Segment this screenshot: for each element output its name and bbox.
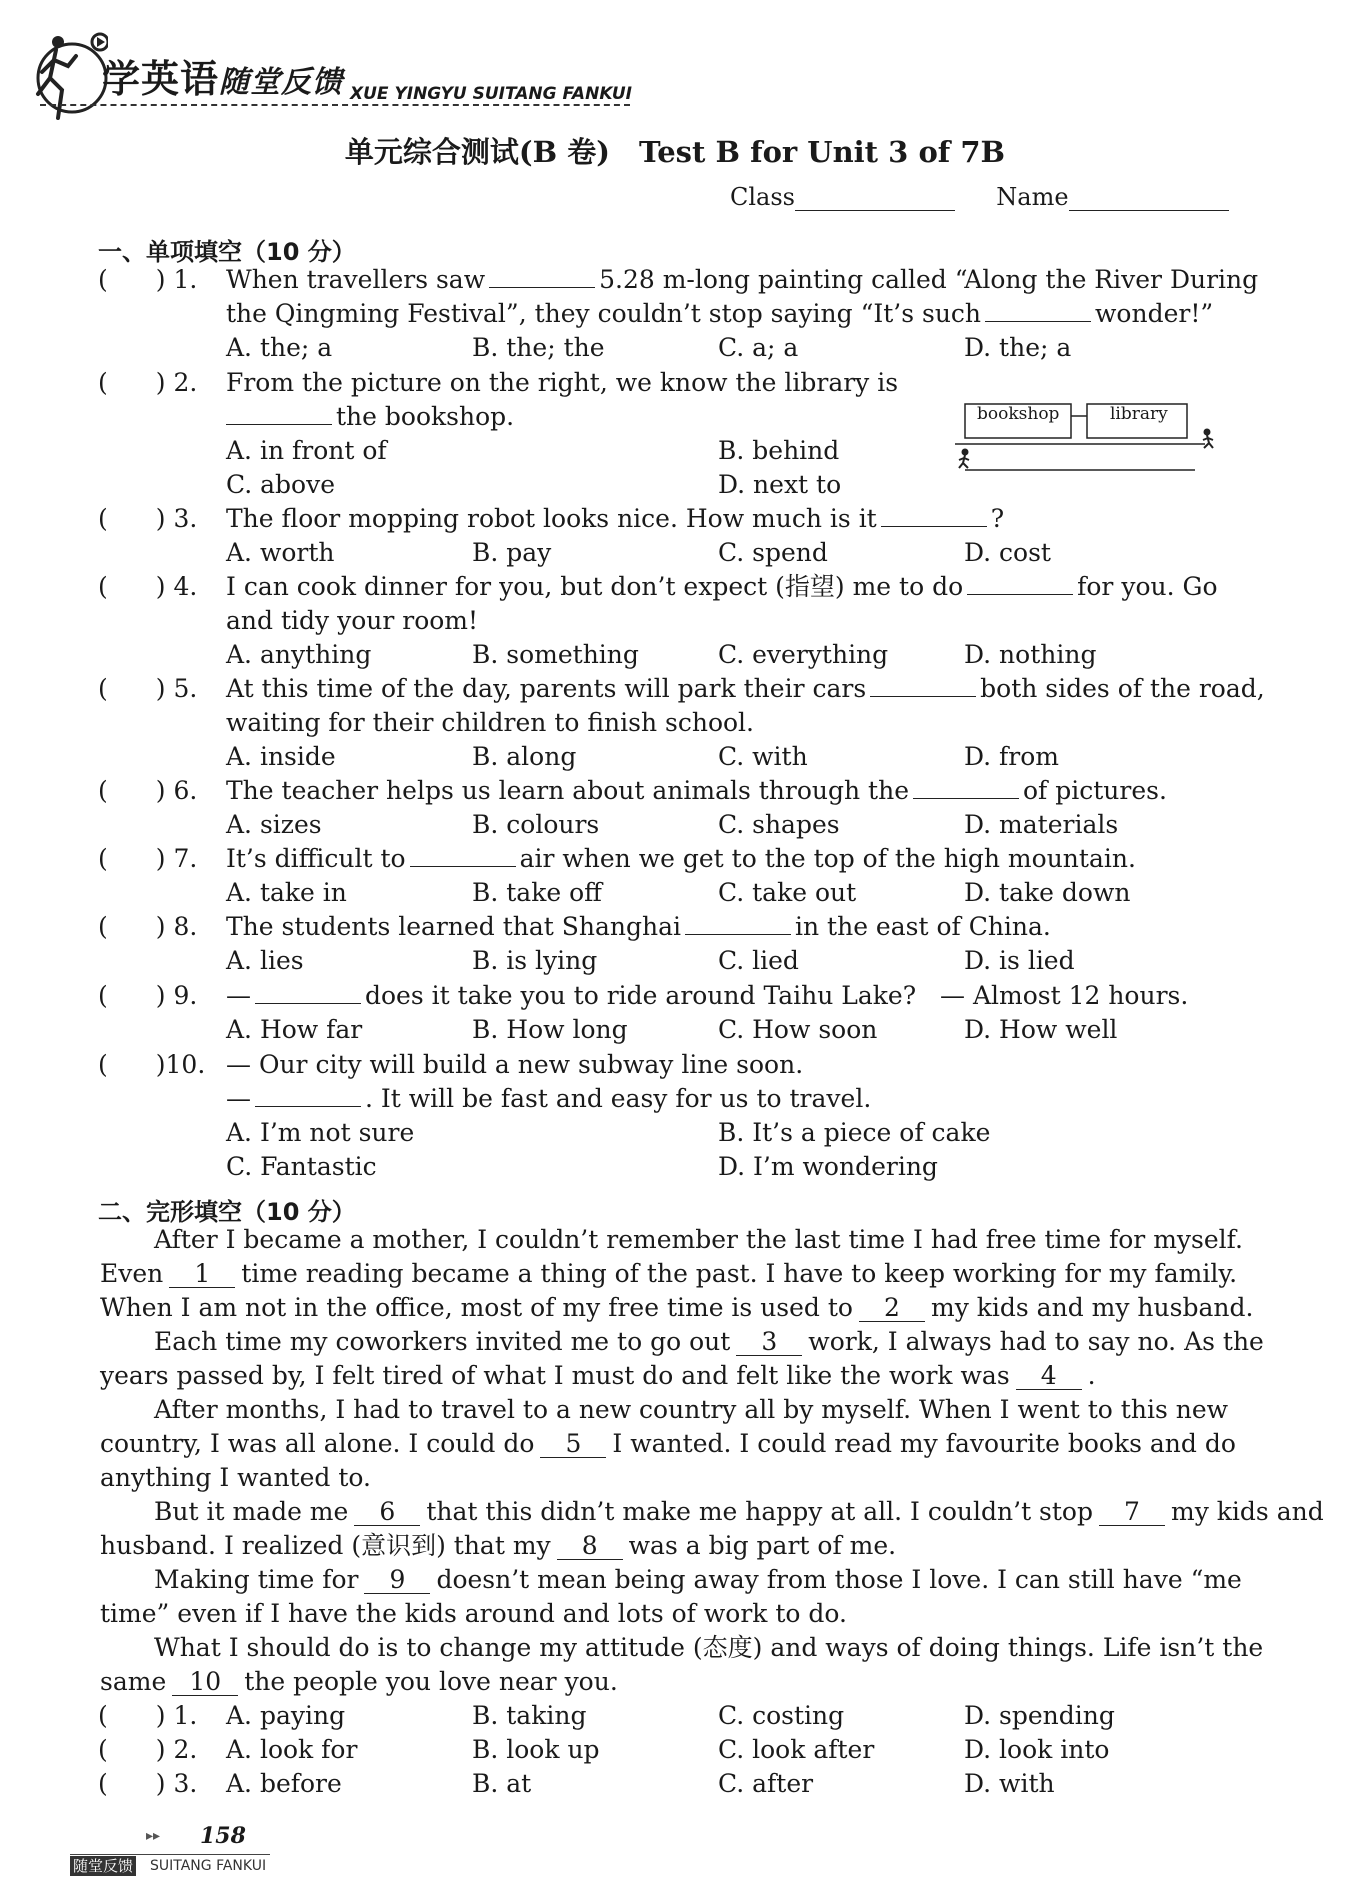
question-text: waiting for their children to finish school. — [226, 708, 754, 737]
option: D. is lied — [964, 946, 1075, 975]
option: A. take in — [226, 878, 347, 907]
option: B. It’s a piece of cake — [718, 1118, 991, 1147]
option: D. take down — [964, 878, 1131, 907]
option: B. is lying — [472, 946, 598, 975]
option: A. paying — [226, 1701, 346, 1730]
question-text: When travellers saw 5.28 m-long painting called “Along the River During — [226, 265, 1259, 294]
passage-line: When I am not in the office, most of my free time is used to 2 my kids and my husband. — [100, 1293, 1254, 1322]
logo-runner-icon — [28, 28, 108, 132]
option: B. along — [472, 742, 577, 771]
option: A. inside — [226, 742, 336, 771]
bookshop-label: bookshop — [977, 404, 1060, 424]
option: A. anything — [226, 640, 372, 669]
passage-line: Even 1 time reading became a thing of the past. I have to keep working for my family. — [100, 1259, 1238, 1288]
option: C. a; a — [718, 333, 799, 362]
passage-line: Making time for 9 doesn’t mean being away from those I love. I can still have “me — [154, 1565, 1242, 1594]
option: C. spend — [718, 538, 828, 567]
option: B. look up — [472, 1735, 600, 1764]
question-text: — does it take you to ride around Taihu Lake? — [226, 981, 917, 1010]
question-text: the Qingming Festival”, they couldn’t stop saying “It’s such wonder!” — [226, 299, 1214, 328]
answer-bracket[interactable]: ( ) 5. — [98, 674, 198, 703]
option: D. the; a — [964, 333, 1072, 362]
header-divider — [40, 104, 630, 106]
option: B. How long — [472, 1015, 628, 1044]
option: B. colours — [472, 810, 600, 839]
answer-blank — [967, 572, 1073, 595]
answer-blank — [489, 265, 595, 288]
question-text: It’s difficult to air when we get to the top of the high mountain. — [226, 844, 1136, 873]
double-arrow-icon: ▸▸ — [146, 1828, 161, 1844]
logo-title: 学英语随堂反馈 — [102, 57, 344, 101]
option: D. next to — [718, 470, 842, 499]
passage-line: years passed by, I felt tired of what I must do and felt like the work was 4 . — [100, 1361, 1096, 1390]
logo-pinyin: XUE YINGYU SUITANG FANKUI — [350, 84, 633, 104]
question-text: the bookshop. — [226, 400, 514, 434]
passage-line: After I became a mother, I couldn’t remember the last time I had free time for myself. — [154, 1225, 1243, 1254]
passage-line: husband. I realized (意识到) that my 8 was a big part of me. — [100, 1531, 897, 1560]
footer-pinyin: SUITANG FANKUI — [150, 1858, 267, 1874]
option: C. Fantastic — [226, 1152, 377, 1181]
answer-blank — [685, 912, 791, 935]
option: D. I’m wondering — [718, 1152, 938, 1181]
option: C. take out — [718, 878, 857, 907]
passage-line: What I should do is to change my attitude (态度) and ways of doing things. Life isn’t the — [154, 1633, 1264, 1662]
option: D. from — [964, 742, 1060, 771]
option: A. look for — [226, 1735, 358, 1764]
footer-divider — [70, 1854, 270, 1855]
question-text: — Our city will build a new subway line soon. — [226, 1050, 804, 1079]
passage-line: country, I was all alone. I could do 5 I wanted. I could read my favourite books and do — [100, 1429, 1236, 1458]
question-text: At this time of the day, parents will park their cars both sides of the road, — [226, 674, 1265, 703]
option: C. lied — [718, 946, 799, 975]
question-reply: — Almost 12 hours. — [940, 981, 1189, 1010]
option: B. taking — [472, 1701, 587, 1730]
option: C. costing — [718, 1701, 845, 1730]
passage-line: time” even if I have the kids around and lots of work to do. — [100, 1599, 847, 1628]
option: C. shapes — [718, 810, 840, 839]
question-text: The students learned that Shanghai in the east of China. — [226, 912, 1051, 941]
section-heading: 二、完形填空（10 分） — [98, 1198, 356, 1226]
answer-bracket[interactable]: ( ) 2. — [98, 368, 198, 397]
class-name-fields — [730, 183, 1229, 211]
option: D. How well — [964, 1015, 1118, 1044]
option: B. the; the — [472, 333, 605, 362]
answer-blank — [985, 299, 1091, 322]
page-number: 158 — [200, 1823, 246, 1849]
answer-blank — [881, 504, 987, 527]
option: D. cost — [964, 538, 1051, 567]
answer-bracket[interactable]: ( )10. — [98, 1050, 206, 1079]
passage-line: same 10 the people you love near you. — [100, 1667, 618, 1696]
footer-badge: 随堂反馈 — [70, 1856, 136, 1876]
question-text: — . It will be fast and easy for us to travel. — [226, 1084, 872, 1113]
answer-bracket[interactable]: ( ) 1. — [98, 265, 198, 294]
option: C. with — [718, 742, 808, 771]
option: D. spending — [964, 1701, 1115, 1730]
option: A. lies — [226, 946, 304, 975]
passage-line: Each time my coworkers invited me to go out 3 work, I always had to say no. As the — [154, 1327, 1264, 1356]
answer-blank — [255, 1084, 361, 1107]
option: B. behind — [718, 436, 840, 465]
answer-bracket[interactable]: ( ) 9. — [98, 981, 198, 1010]
option: D. materials — [964, 810, 1119, 839]
answer-bracket[interactable]: ( ) 2. — [98, 1735, 198, 1764]
section-heading: 一、单项填空（10 分） — [98, 238, 356, 266]
option: D. look into — [964, 1735, 1110, 1764]
option: A. in front of — [226, 436, 387, 465]
option: D. nothing — [964, 640, 1097, 669]
option: C. after — [718, 1769, 814, 1798]
option: C. everything — [718, 640, 889, 669]
option: A. worth — [226, 538, 335, 567]
answer-bracket[interactable]: ( ) 3. — [98, 1769, 198, 1798]
option: A. the; a — [226, 333, 333, 362]
answer-bracket[interactable]: ( ) 3. — [98, 504, 198, 533]
page-title: 单元综合测试(B 卷) Test B for Unit 3 of 7B — [344, 135, 1006, 169]
name-label: Name — [996, 183, 1069, 211]
answer-bracket[interactable]: ( ) 8. — [98, 912, 198, 941]
class-label: Class — [730, 183, 795, 211]
option: B. take off — [472, 878, 602, 907]
question-text: From the picture on the right, we know the library is — [226, 368, 899, 397]
passage-line: After months, I had to travel to a new country all by myself. When I went to this new — [154, 1395, 1229, 1424]
answer-blank — [870, 674, 976, 697]
class-field[interactable] — [795, 188, 955, 211]
answer-bracket[interactable]: ( ) 1. — [98, 1701, 198, 1730]
answer-blank — [913, 776, 1019, 799]
option: A. sizes — [226, 810, 322, 839]
option: A. How far — [226, 1015, 363, 1044]
option: D. with — [964, 1769, 1055, 1798]
library-label: library — [1110, 404, 1168, 424]
answer-bracket[interactable]: ( ) 4. — [98, 572, 198, 601]
answer-bracket[interactable]: ( ) 7. — [98, 844, 198, 873]
option: C. above — [226, 470, 336, 499]
question-text: I can cook dinner for you, but don’t expect (指望) me to do for you. Go — [226, 572, 1218, 601]
option: B. pay — [472, 538, 552, 567]
passage-line: But it made me 6 that this didn’t make me happy at all. I couldn’t stop 7 my kids and — [154, 1497, 1324, 1526]
answer-bracket[interactable]: ( ) 6. — [98, 776, 198, 805]
question-text: and tidy your room! — [226, 606, 479, 635]
question-text: The floor mopping robot looks nice. How much is it ? — [226, 504, 1005, 533]
option: B. something — [472, 640, 639, 669]
option: C. How soon — [718, 1015, 878, 1044]
answer-blank — [226, 402, 332, 425]
option: B. at — [472, 1769, 532, 1798]
option: C. look after — [718, 1735, 875, 1764]
option: A. I’m not sure — [226, 1118, 415, 1147]
answer-blank — [255, 981, 361, 1004]
name-field[interactable] — [1069, 188, 1229, 211]
option: A. before — [226, 1769, 342, 1798]
street-picture — [955, 396, 1225, 490]
answer-blank — [410, 844, 516, 867]
passage-line: anything I wanted to. — [100, 1463, 371, 1492]
question-text: The teacher helps us learn about animals through the of pictures. — [226, 776, 1167, 805]
